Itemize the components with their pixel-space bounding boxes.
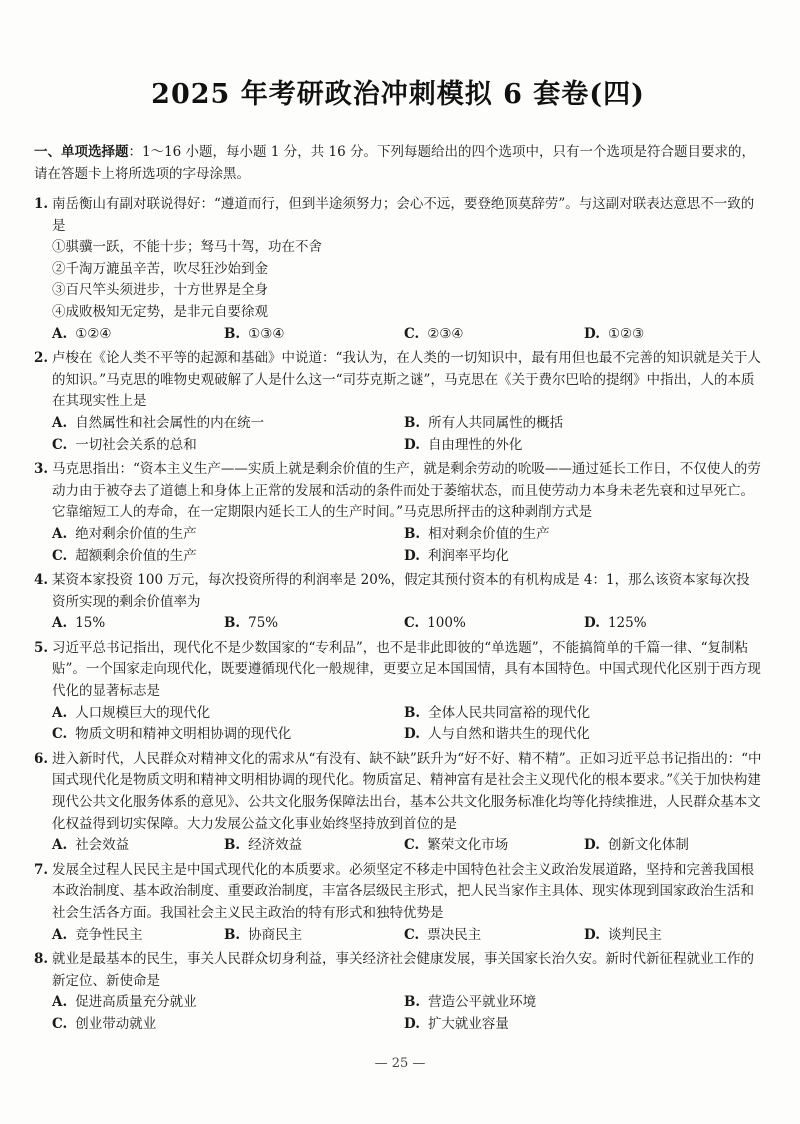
question-stem [34,749,762,835]
question-text: 发展全过程人民民主是中国式现代化的本质要求。必须坚定不移走中国特色社会主义政治发展道路，坚持和完善我国根本政治制度、基本政治制度、重要政治制度，丰富各层级民主形式，把人民当家作主具体、现实体现到国家政治生活和社会生活各方面。我国社会主义民主政治的特有形式和独特优势是 [52,861,754,921]
option-label: B. [224,615,241,632]
option-d [584,324,762,346]
option-list [34,524,762,567]
option-label: B. [404,994,421,1011]
question-text: 习近平总书记指出，现代化不是少数国家的“专利品”，也不是非此即彼的“单选题”，不能搞简单的千篇一律、“复制粘贴”。一个国家走向现代化，既要遵循现代化一般规律，更要立足本国国情，具有本国特色。中国式现代化区别于西方现代化的显著标志是 [52,639,761,700]
question-stem [34,348,762,413]
option-text: 人口规模巨大的现代化 [75,704,211,721]
option-label: C. [404,615,420,632]
option-text: 竞争性民主 [75,926,143,943]
option-text: 创业带动就业 [75,1015,157,1032]
option-b [404,992,762,1014]
option-label: D. [404,436,420,453]
question-number: 4. [34,572,49,589]
option-label: C. [404,926,420,943]
question-1 [34,194,762,345]
question-number: 2. [34,350,49,367]
question-stem [34,638,762,703]
option-label: A. [52,325,68,342]
option-c [404,613,584,635]
question-number: 3. [34,461,49,478]
option-label: B. [224,837,241,854]
section-instructions [34,141,762,185]
option-label: D. [404,1015,420,1032]
option-d [584,613,762,635]
option-b [224,613,404,635]
option-label: A. [52,525,68,542]
option-list [34,324,762,346]
question-text: 卢梭在《论人类不平等的起源和基础》中说道：“我认为，在人类的一切知识中，最有用但也最不完善的知识就是关于人的知识。”马克思的唯物史观破解了人是什么这一“司芬克斯之谜”，马克思在《关于费尔巴哈的提纲》中指出，人的本质在其现实性上是 [52,350,761,410]
option-c [52,546,404,568]
question-stem [34,459,762,524]
option-c [52,1014,404,1036]
option-label: D. [584,615,600,632]
option-a [52,524,404,546]
option-label: D. [404,547,420,564]
page-number: — 25 — [374,1056,426,1071]
option-a [52,324,224,346]
question-number: 1. [34,196,49,212]
question-number: 5. [34,639,49,656]
question-stem [34,194,762,237]
option-text: ①②③ [607,325,645,342]
option-label: A. [52,704,68,721]
question-number: 8. [34,951,49,968]
option-label: D. [404,726,420,743]
option-a [52,992,404,1014]
statement-list [34,237,762,323]
option-list [34,925,762,947]
option-text: 100% [427,615,466,632]
statement-item: ②千淘万漉虽辛苦，吹尽狂沙始到金 [52,260,268,277]
option-text: 15% [75,615,106,632]
option-a [52,703,404,725]
option-label: C. [52,1015,68,1032]
question-list [34,194,762,1036]
option-text: ②③④ [427,325,464,342]
option-text: 利润率平均化 [427,547,509,564]
option-d [404,435,762,457]
option-text: 社会效益 [75,837,130,854]
option-label: A. [52,837,68,854]
option-a [52,925,224,947]
question-8 [34,949,762,1035]
option-text: 一切社会关系的总和 [75,436,197,453]
option-list [34,703,762,746]
option-d [584,925,762,947]
question-number: 6. [34,750,49,767]
option-c [52,724,404,746]
option-label: C. [52,436,68,453]
option-a [52,613,224,635]
question-text: 南岳衡山有副对联说得好：“遵道而行，但到半途须努力；会心不远，要登绝顶莫辞劳”。与这副对联表达意思不一致的是 [52,196,755,234]
option-label: B. [404,414,421,431]
option-d [584,835,762,857]
option-text: 票决民主 [427,926,482,943]
question-2 [34,348,762,456]
option-label: A. [52,615,68,632]
option-list [34,613,762,635]
option-a [52,835,224,857]
option-text: 促进高质量充分就业 [75,994,197,1011]
option-label: C. [52,547,68,564]
option-text: 营造公平就业环境 [428,994,537,1011]
option-label: A. [52,926,68,943]
question-5 [34,638,762,746]
option-label: B. [404,704,421,721]
option-label: C. [52,726,68,743]
option-text: 创新文化体制 [607,837,689,854]
option-b [224,835,404,857]
question-stem [34,570,762,613]
option-b [404,413,762,435]
option-text: 全体人民共同富裕的现代化 [428,704,591,721]
option-text: 超额剩余价值的生产 [75,547,197,564]
question-text: 某资本家投资 100 万元，每次投资所得的利润率是 20%，假定其预付资本的有机构成是 4：1，那么该资本家每次投资所实现的剩余价值率为 [52,572,750,610]
option-label: C. [404,837,420,854]
option-text: 相对剩余价值的生产 [428,525,550,542]
option-b [404,524,762,546]
option-label: B. [224,926,241,943]
option-label: D. [584,837,600,854]
option-b [224,925,404,947]
option-d [404,724,762,746]
question-stem [34,949,762,992]
question-7 [34,860,762,946]
option-label: B. [224,325,241,342]
question-4 [34,570,762,635]
option-text: 繁荣文化市场 [427,837,509,854]
option-d [404,546,762,568]
option-c [52,435,404,457]
option-a [52,413,404,435]
option-text: 人与自然和谐共生的现代化 [427,726,590,743]
option-d [404,1014,762,1036]
question-stem [34,860,762,925]
option-text: ①②④ [75,325,112,342]
option-c [404,835,584,857]
option-text: ①③④ [248,325,285,342]
option-text: 75% [248,615,279,632]
option-text: 谈判民主 [607,926,662,943]
option-text: 所有人共同属性的概括 [428,414,564,431]
option-label: A. [52,414,68,431]
option-label: D. [584,325,600,342]
statement-item: ③百尺竿头须进步，十方世界是全身 [52,282,268,299]
option-text: 绝对剩余价值的生产 [75,525,197,542]
option-text: 协商民主 [248,926,303,943]
option-text: 自由理性的外化 [427,436,523,453]
question-3 [34,459,762,567]
statement-item: ①骐骥一跃，不能十步；驽马十驾，功在不舍 [52,239,322,256]
option-text: 自然属性和社会属性的内在统一 [75,414,265,431]
option-label: B. [404,525,421,542]
option-label: A. [52,994,68,1011]
option-text: 经济效益 [248,837,303,854]
statement-item: ④成败极知无定势，是非元自要徐观 [52,303,268,320]
option-c [404,925,584,947]
question-text: 就业是最基本的民生，事关人民群众切身利益，事关经济社会健康发展，事关国家长治久安。新时代新征程就业工作的新定位、新使命是 [52,951,754,989]
question-number: 7. [34,861,49,878]
option-list [34,992,762,1035]
question-text: 进入新时代，人民群众对精神文化的需求从“有没有、缺不缺”跃升为“好不好、精不精”。正如习近平总书记指出的：“中国式现代化是物质文明和精神文明相协调的现代化。物质富足、精神富有是社会主义现代化的根本要求。”《关于加快构建现代公共文化服务体系的意见》、公共文化服务保障法出台，基本公共文化服务标准化均等化持续推进，人民群众基本文化权益得到切实保障。大力发展公益文化事业始终坚持放到首位的是 [52,750,762,832]
option-list [34,413,762,456]
option-list [34,835,762,857]
option-label: D. [584,926,600,943]
option-text: 125% [607,615,647,632]
section-instruction-text: ：1～16 小题，每小题 1 分，共 16 分。下列每题给出的四个选项中，只有一个选项是符合题目要求的，请在答题卡上将所选项的字母涂黑。 [34,144,755,182]
section-heading: 一、单项选择题 [34,144,129,160]
option-b [404,703,762,725]
option-c [404,324,584,346]
question-6 [34,749,762,857]
option-text: 扩大就业容量 [427,1015,509,1032]
page-title: 2025 年考研政治冲刺模拟 6 套卷(四) [151,79,645,110]
question-text: 马克思指出：“资本主义生产——实质上就是剩余价值的生产，就是剩余劳动的吮吸——通过延长工作日，不仅使人的劳动力由于被夺去了道德上和身体上正常的发展和活动的条件而处于萎缩状态，而且使劳动力本身未老先衰和过早死亡。它靠缩短工人的寿命，在一定期限内延长工人的生产时间。”马克思所抨击的这种剥削方式是 [52,461,761,521]
option-label: C. [404,325,420,342]
option-b [224,324,404,346]
option-text: 物质文明和精神文明相协调的现代化 [75,726,292,743]
